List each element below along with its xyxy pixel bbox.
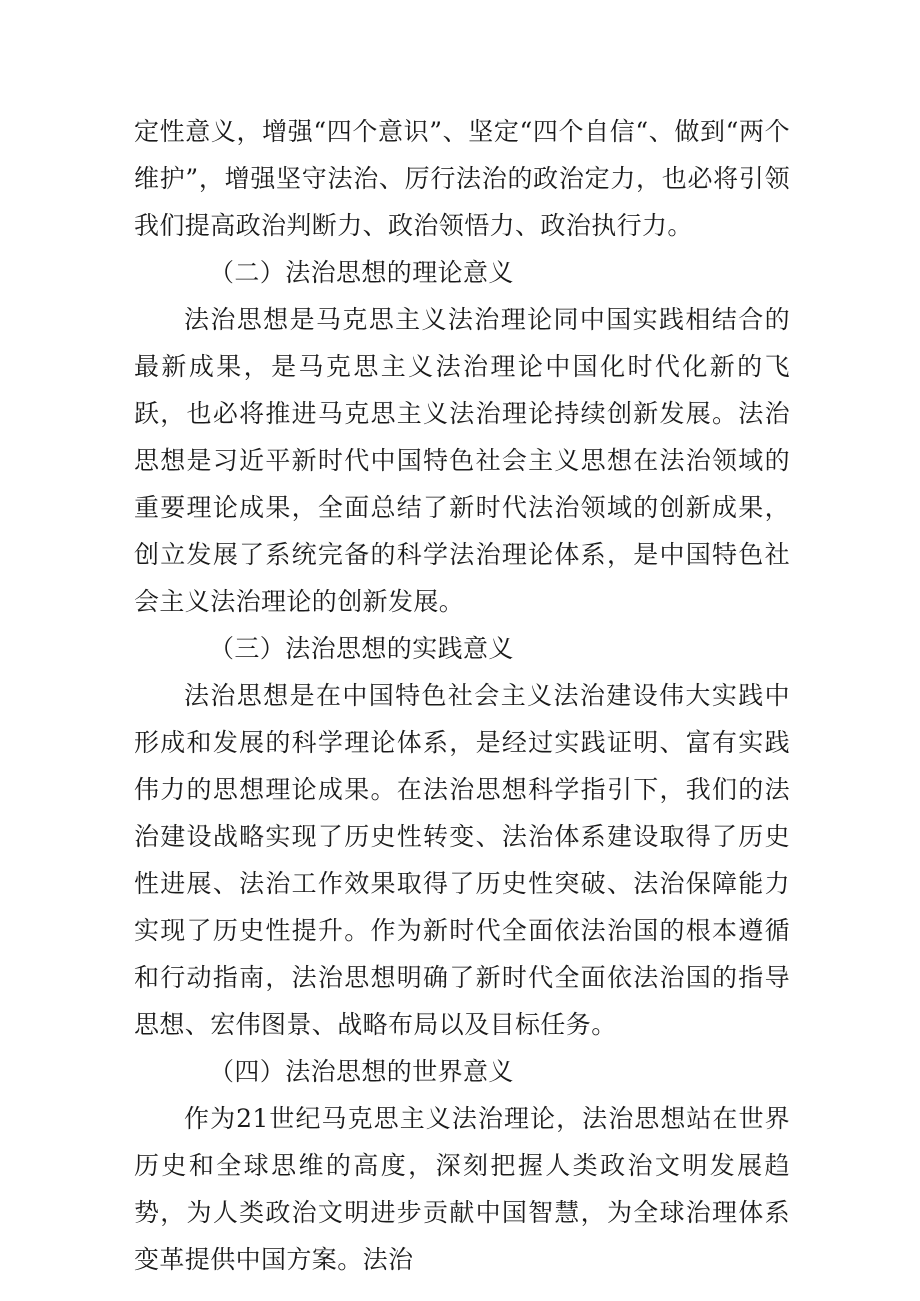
section-heading-theoretical-significance: （二）法治思想的理论意义 [209,258,514,287]
section-heading-world-significance: （四）法治思想的世界意义 [209,1057,514,1086]
paragraph-theoretical-significance: 法治思想是马克思主义法治理论同中国实践相结合的最新成果，是马克思主义法治理论中国化时代化新的飞跃，也必将推进马克思主义法治理论持续创新发展。法治思想是习近平新时代中国特色社会主义思想在法治领域的重要理论成果，全面总结了新时代法治领域的创新成果，创立发展了系统完备的科学法治理论体系，是中国特色社会主义法治理论的创新发展。 [134,305,790,616]
document-body [134,108,790,1283]
paragraph-world-significance: 作为21世纪马克思主义法治理论，法治思想站在世界历史和全球思维的高度，深刻把握人类政治文明发展趋势，为人类政治文明进步贡献中国智慧，为全球治理体系变革提供中国方案。法治 [134,1104,790,1274]
paragraph-practical-significance: 法治思想是在中国特色社会主义法治建设伟大实践中形成和发展的科学理论体系，是经过实践证明、富有实践伟力的思想理论成果。在法治思想科学指引下，我们的法治建设战略实现了历史性转变、法治体系建设取得了历史性进展、法治工作效果取得了历史性突破、法治保障能力实现了历史性提升。作为新时代全面依法治国的根本遵循和行动指南，法治思想明确了新时代全面依法治国的指导思想、宏伟图景、战略布局以及目标任务。 [134,681,790,1039]
paragraph-political-significance-continued: 定性意义，增强“四个意识”、坚定“四个自信“、做到“两个维护”，增强坚守法治、厉行法治的政治定力，也必将引领我们提高政治判断力、政治领悟力、政治执行力。 [134,117,790,240]
section-heading-practical-significance: （三）法治思想的实践意义 [209,634,514,663]
